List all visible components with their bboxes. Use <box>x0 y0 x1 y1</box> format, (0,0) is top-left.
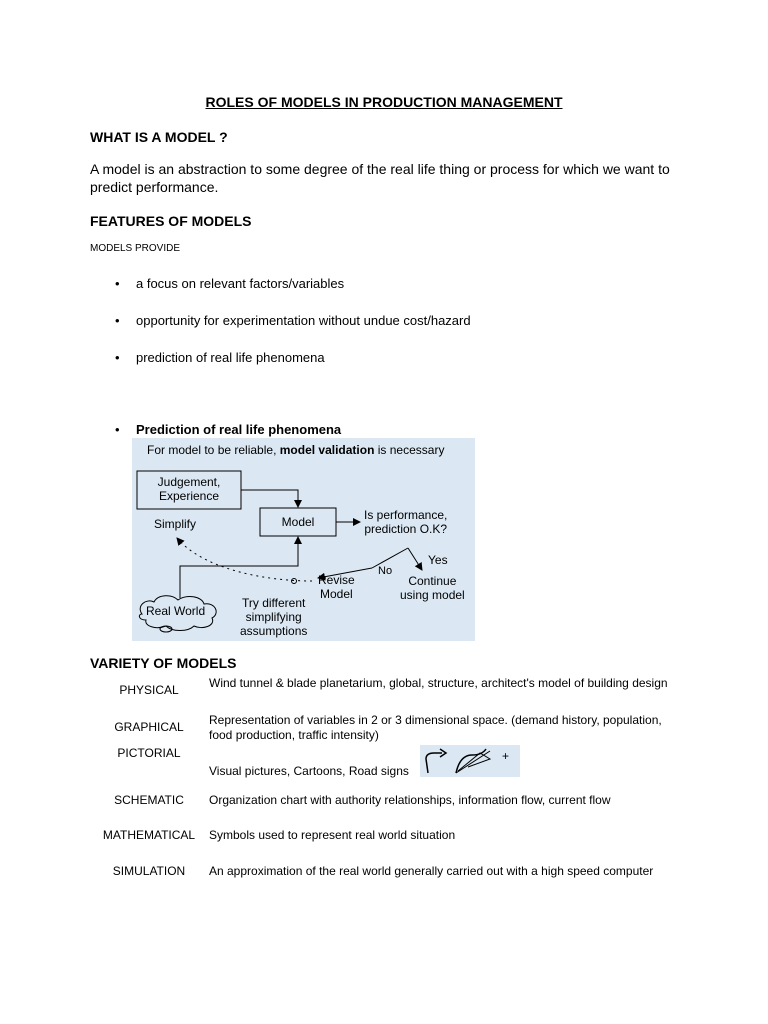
schematic-label: SCHEMATIC <box>114 793 184 807</box>
simulation-label: SIMULATION <box>112 864 186 878</box>
try-different-label <box>240 596 307 638</box>
what-is-model-paragraph: A model is an abstraction to some degree of the real life thing or process for which we want to predict performance. <box>90 161 670 195</box>
feature-text: a focus on relevant factors/variables <box>136 276 345 291</box>
revise-line1: Revise <box>318 573 355 587</box>
try-line2: simplifying <box>245 610 302 624</box>
mathematical-label: MATHEMATICAL <box>102 828 196 842</box>
model-label: Model <box>281 515 315 529</box>
judgement-line1: Judgement, <box>157 475 221 489</box>
turn-sign-icon <box>426 753 442 773</box>
feature-text: opportunity for experimentation without undue cost/hazard <box>136 313 471 328</box>
bullet-dot: • <box>115 350 120 365</box>
yes-label: Yes <box>428 553 448 567</box>
realworld-to-model-arrow <box>180 537 298 598</box>
revise-line2: Model <box>320 587 353 601</box>
variety-heading: VARIETY OF MODELS <box>90 655 237 671</box>
judgement-line2: Experience <box>158 489 220 503</box>
simulation-desc: An approximation of the real world generally carried out with a high speed computer <box>209 864 654 878</box>
prediction-bullet-text: Prediction of real life phenomena <box>136 422 342 437</box>
try-line1: Try different <box>242 596 306 610</box>
bullet-dot: • <box>115 276 120 291</box>
physical-desc: Wind tunnel & blade planetarium, global, structure, architect's model of building design <box>209 676 668 690</box>
diagram-caption <box>147 443 444 457</box>
revise-model-label <box>318 573 355 601</box>
dotted-return-arrow <box>177 538 312 581</box>
perf-line2: prediction O.K? <box>364 522 448 536</box>
pictorial-label: PICTORIAL <box>117 746 181 760</box>
signs-plus: + <box>502 749 510 763</box>
model-validation-diagram <box>132 438 475 641</box>
schematic-desc: Organization chart with authority relationships, information flow, current flow <box>209 793 611 807</box>
try-line3: assumptions <box>240 624 308 638</box>
feature-text: prediction of real life phenomena <box>136 350 325 365</box>
caption-pre: For model to be reliable, <box>147 443 280 457</box>
road-signs-image <box>420 745 520 777</box>
real-world-label: Real World <box>146 604 206 618</box>
bullet-dot: • <box>115 422 120 437</box>
models-provide-subheading: MODELS PROVIDE <box>90 243 181 254</box>
continue-line2: using model <box>400 588 465 602</box>
physical-label: PHYSICAL <box>119 683 179 697</box>
graphical-desc: Representation of variables in 2 or 3 dimensional space. (demand history, population, food production, traffic intensity) <box>209 713 662 742</box>
judgement-to-model-arrow <box>241 490 298 507</box>
graphical-label: GRAPHICAL <box>114 720 184 734</box>
caption-post: is necessary <box>374 443 445 457</box>
page-title: ROLES OF MODELS IN PRODUCTION MANAGEMENT <box>205 94 563 110</box>
perf-line1: Is performance, <box>364 508 448 522</box>
judgement-label <box>137 475 241 503</box>
what-is-model-heading: WHAT IS A MODEL ? <box>90 129 228 145</box>
continue-label <box>400 574 465 602</box>
caption-bold: model validation <box>279 443 375 457</box>
performance-label <box>364 508 447 536</box>
features-heading: FEATURES OF MODELS <box>90 213 252 229</box>
bullet-dot: • <box>115 313 120 328</box>
small-circle <box>292 579 297 584</box>
simplify-label: Simplify <box>154 517 197 531</box>
no-label: No <box>378 565 393 577</box>
continue-line1: Continue <box>408 574 457 588</box>
mathematical-desc: Symbols used to represent real world situation <box>209 828 456 842</box>
pictorial-desc: Visual pictures, Cartoons, Road signs <box>209 764 409 778</box>
yes-arrow <box>408 548 422 570</box>
